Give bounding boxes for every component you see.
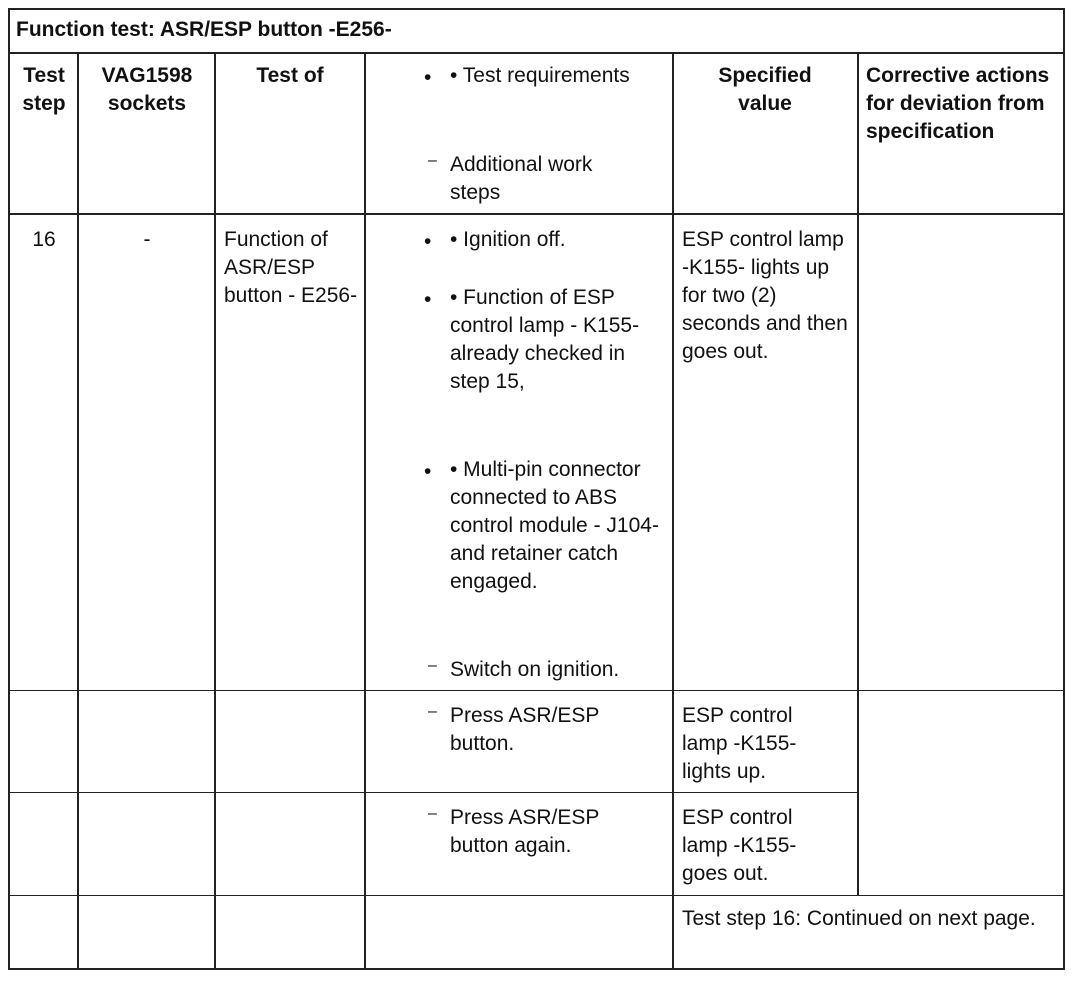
- requirement-esp-lamp-checked: • Function of ESP control lamp - K155- already checked in step 15,: [450, 286, 640, 393]
- row-press-specified-value: ESP control lamp -K155- lights up.: [682, 704, 797, 783]
- dash-marker: –: [428, 805, 437, 822]
- row-16-test-of: Function of ASR/ESP button - E256-: [224, 228, 358, 307]
- bullet-marker: •: [424, 460, 432, 483]
- header-specified-value: Specified value: [718, 64, 812, 115]
- bullet-marker: •: [424, 230, 432, 253]
- requirement-multi-pin-connector: • Multi-pin connector connected to ABS control module - J104- and retainer catch engaged.: [450, 458, 659, 593]
- bullet-marker: •: [424, 288, 432, 311]
- dash-marker: –: [428, 703, 437, 720]
- row-16-test-step: 16: [32, 228, 56, 251]
- header-additional-work-steps: Additional work steps: [450, 153, 593, 204]
- row-16-sockets: -: [143, 228, 151, 251]
- table-title: Function test: ASR/ESP button -E256-: [16, 18, 392, 41]
- header-vag1598-sockets: VAG1598 sockets: [101, 64, 193, 115]
- requirement-ignition-off: • Ignition off.: [450, 228, 566, 251]
- step-press-asr-esp-button-again: Press ASR/ESP button again.: [450, 806, 600, 857]
- step-press-asr-esp-button: Press ASR/ESP button.: [450, 704, 600, 755]
- row-16-specified-value: ESP control lamp -K155- lights up for two (2) seconds and then goes out.: [682, 228, 848, 363]
- header-test-step: Test step: [22, 64, 66, 115]
- row-press-again-specified-value: ESP control lamp -K155- goes out.: [682, 806, 797, 885]
- header-test-requirements: • Test requirements: [450, 64, 630, 87]
- step-switch-on-ignition: Switch on ignition.: [450, 658, 620, 681]
- header-corrective-actions: Corrective actions for deviation from specification: [866, 64, 1050, 143]
- bullet-marker: •: [424, 66, 432, 89]
- header-test-of: Test of: [256, 64, 324, 87]
- continued-note: Test step 16: Continued on next page.: [682, 907, 1036, 930]
- dash-marker: –: [428, 657, 437, 674]
- dash-marker: –: [428, 152, 437, 169]
